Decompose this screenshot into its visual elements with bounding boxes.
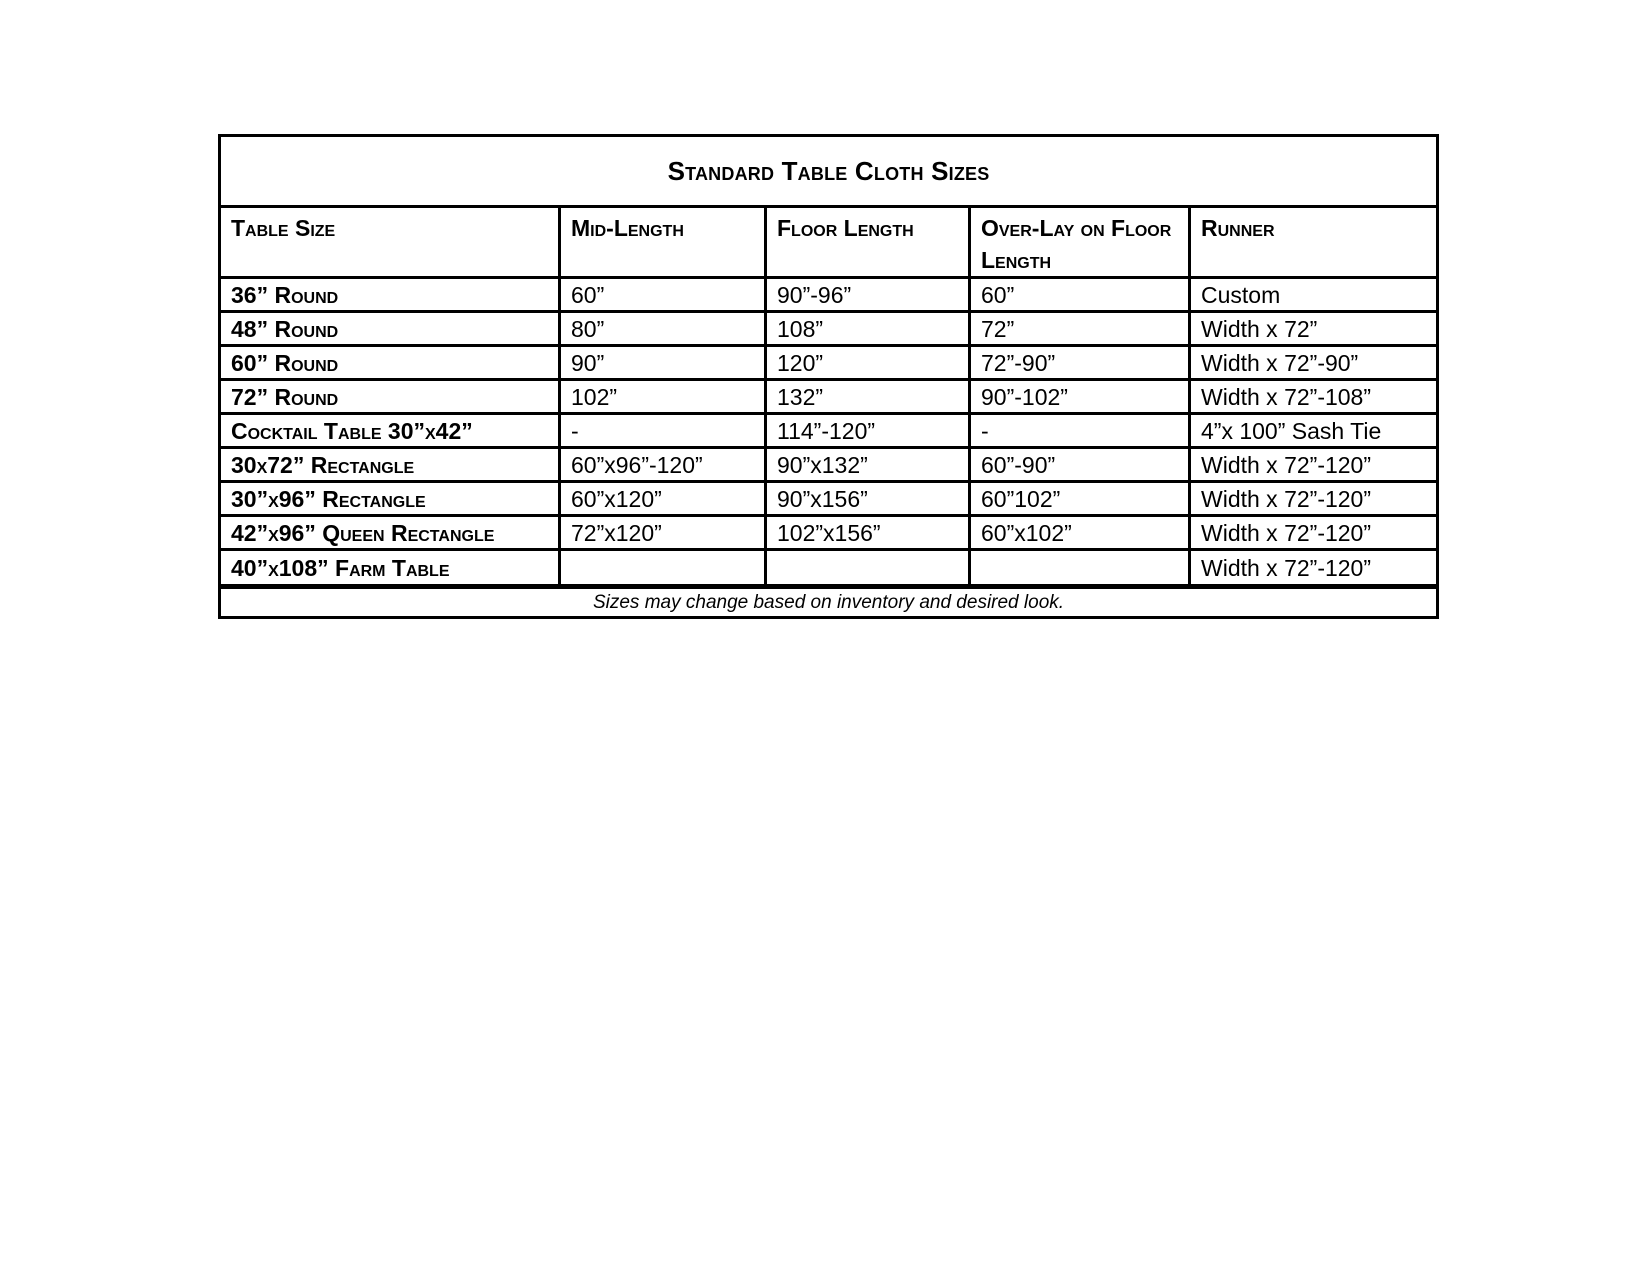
mid-length-cell: 80” bbox=[560, 312, 766, 346]
table-size-cell: 30”x96” Rectangle bbox=[220, 482, 560, 516]
mid-length-cell: - bbox=[560, 414, 766, 448]
floor-length-cell bbox=[766, 550, 970, 587]
mid-length-cell: 60” bbox=[560, 278, 766, 312]
table-size-cell: 72” Round bbox=[220, 380, 560, 414]
overlay-cell: - bbox=[970, 414, 1190, 448]
footnote: Sizes may change based on inventory and desired look. bbox=[220, 587, 1438, 618]
overlay-cell: 72”-90” bbox=[970, 346, 1190, 380]
mid-length-cell: 102” bbox=[560, 380, 766, 414]
runner-cell: 4”x 100” Sash Tie bbox=[1190, 414, 1438, 448]
table-row bbox=[220, 516, 1438, 550]
table-size-cell: 40”x108” Farm Table bbox=[220, 550, 560, 587]
table-size-cell: Cocktail Table 30”x42” bbox=[220, 414, 560, 448]
header-floor-length: Floor Length bbox=[766, 207, 970, 278]
table-row bbox=[220, 448, 1438, 482]
header-runner: Runner bbox=[1190, 207, 1438, 278]
table-size-cell: 48” Round bbox=[220, 312, 560, 346]
table-row bbox=[220, 278, 1438, 312]
floor-length-cell: 114”-120” bbox=[766, 414, 970, 448]
table-size-cell: 60” Round bbox=[220, 346, 560, 380]
table-row bbox=[220, 312, 1438, 346]
table-row bbox=[220, 482, 1438, 516]
mid-length-cell: 90” bbox=[560, 346, 766, 380]
runner-cell: Width x 72” bbox=[1190, 312, 1438, 346]
floor-length-cell: 90”x156” bbox=[766, 482, 970, 516]
header-mid-length: Mid-Length bbox=[560, 207, 766, 278]
floor-length-cell: 132” bbox=[766, 380, 970, 414]
mid-length-cell: 60”x120” bbox=[560, 482, 766, 516]
table-row bbox=[220, 346, 1438, 380]
runner-cell: Width x 72”-108” bbox=[1190, 380, 1438, 414]
mid-length-cell: 72”x120” bbox=[560, 516, 766, 550]
floor-length-cell: 90”x132” bbox=[766, 448, 970, 482]
mid-length-cell: 60”x96”-120” bbox=[560, 448, 766, 482]
table-size-cell: 42”x96” Queen Rectangle bbox=[220, 516, 560, 550]
overlay-cell bbox=[970, 550, 1190, 587]
tablecloth-size-table bbox=[218, 134, 1439, 619]
runner-cell: Width x 72”-90” bbox=[1190, 346, 1438, 380]
overlay-cell: 72” bbox=[970, 312, 1190, 346]
overlay-cell: 60” bbox=[970, 278, 1190, 312]
header-overlay-floor-length: Over-Lay on Floor Length bbox=[970, 207, 1190, 278]
floor-length-cell: 108” bbox=[766, 312, 970, 346]
runner-cell: Width x 72”-120” bbox=[1190, 516, 1438, 550]
floor-length-cell: 120” bbox=[766, 346, 970, 380]
runner-cell: Width x 72”-120” bbox=[1190, 550, 1438, 587]
table-title: Standard Table Cloth Sizes bbox=[220, 136, 1438, 207]
header-table-size: Table Size bbox=[220, 207, 560, 278]
title-row bbox=[220, 136, 1438, 207]
table-row bbox=[220, 380, 1438, 414]
table-row bbox=[220, 414, 1438, 448]
table-row bbox=[220, 550, 1438, 587]
mid-length-cell bbox=[560, 550, 766, 587]
table-size-cell: 30x72” Rectangle bbox=[220, 448, 560, 482]
overlay-cell: 90”-102” bbox=[970, 380, 1190, 414]
header-row bbox=[220, 207, 1438, 278]
table-size-cell: 36” Round bbox=[220, 278, 560, 312]
floor-length-cell: 102”x156” bbox=[766, 516, 970, 550]
overlay-cell: 60”102” bbox=[970, 482, 1190, 516]
runner-cell: Width x 72”-120” bbox=[1190, 482, 1438, 516]
note-row bbox=[220, 587, 1438, 618]
overlay-cell: 60”x102” bbox=[970, 516, 1190, 550]
runner-cell: Width x 72”-120” bbox=[1190, 448, 1438, 482]
table-body bbox=[220, 136, 1438, 618]
floor-length-cell: 90”-96” bbox=[766, 278, 970, 312]
runner-cell: Custom bbox=[1190, 278, 1438, 312]
overlay-cell: 60”-90” bbox=[970, 448, 1190, 482]
